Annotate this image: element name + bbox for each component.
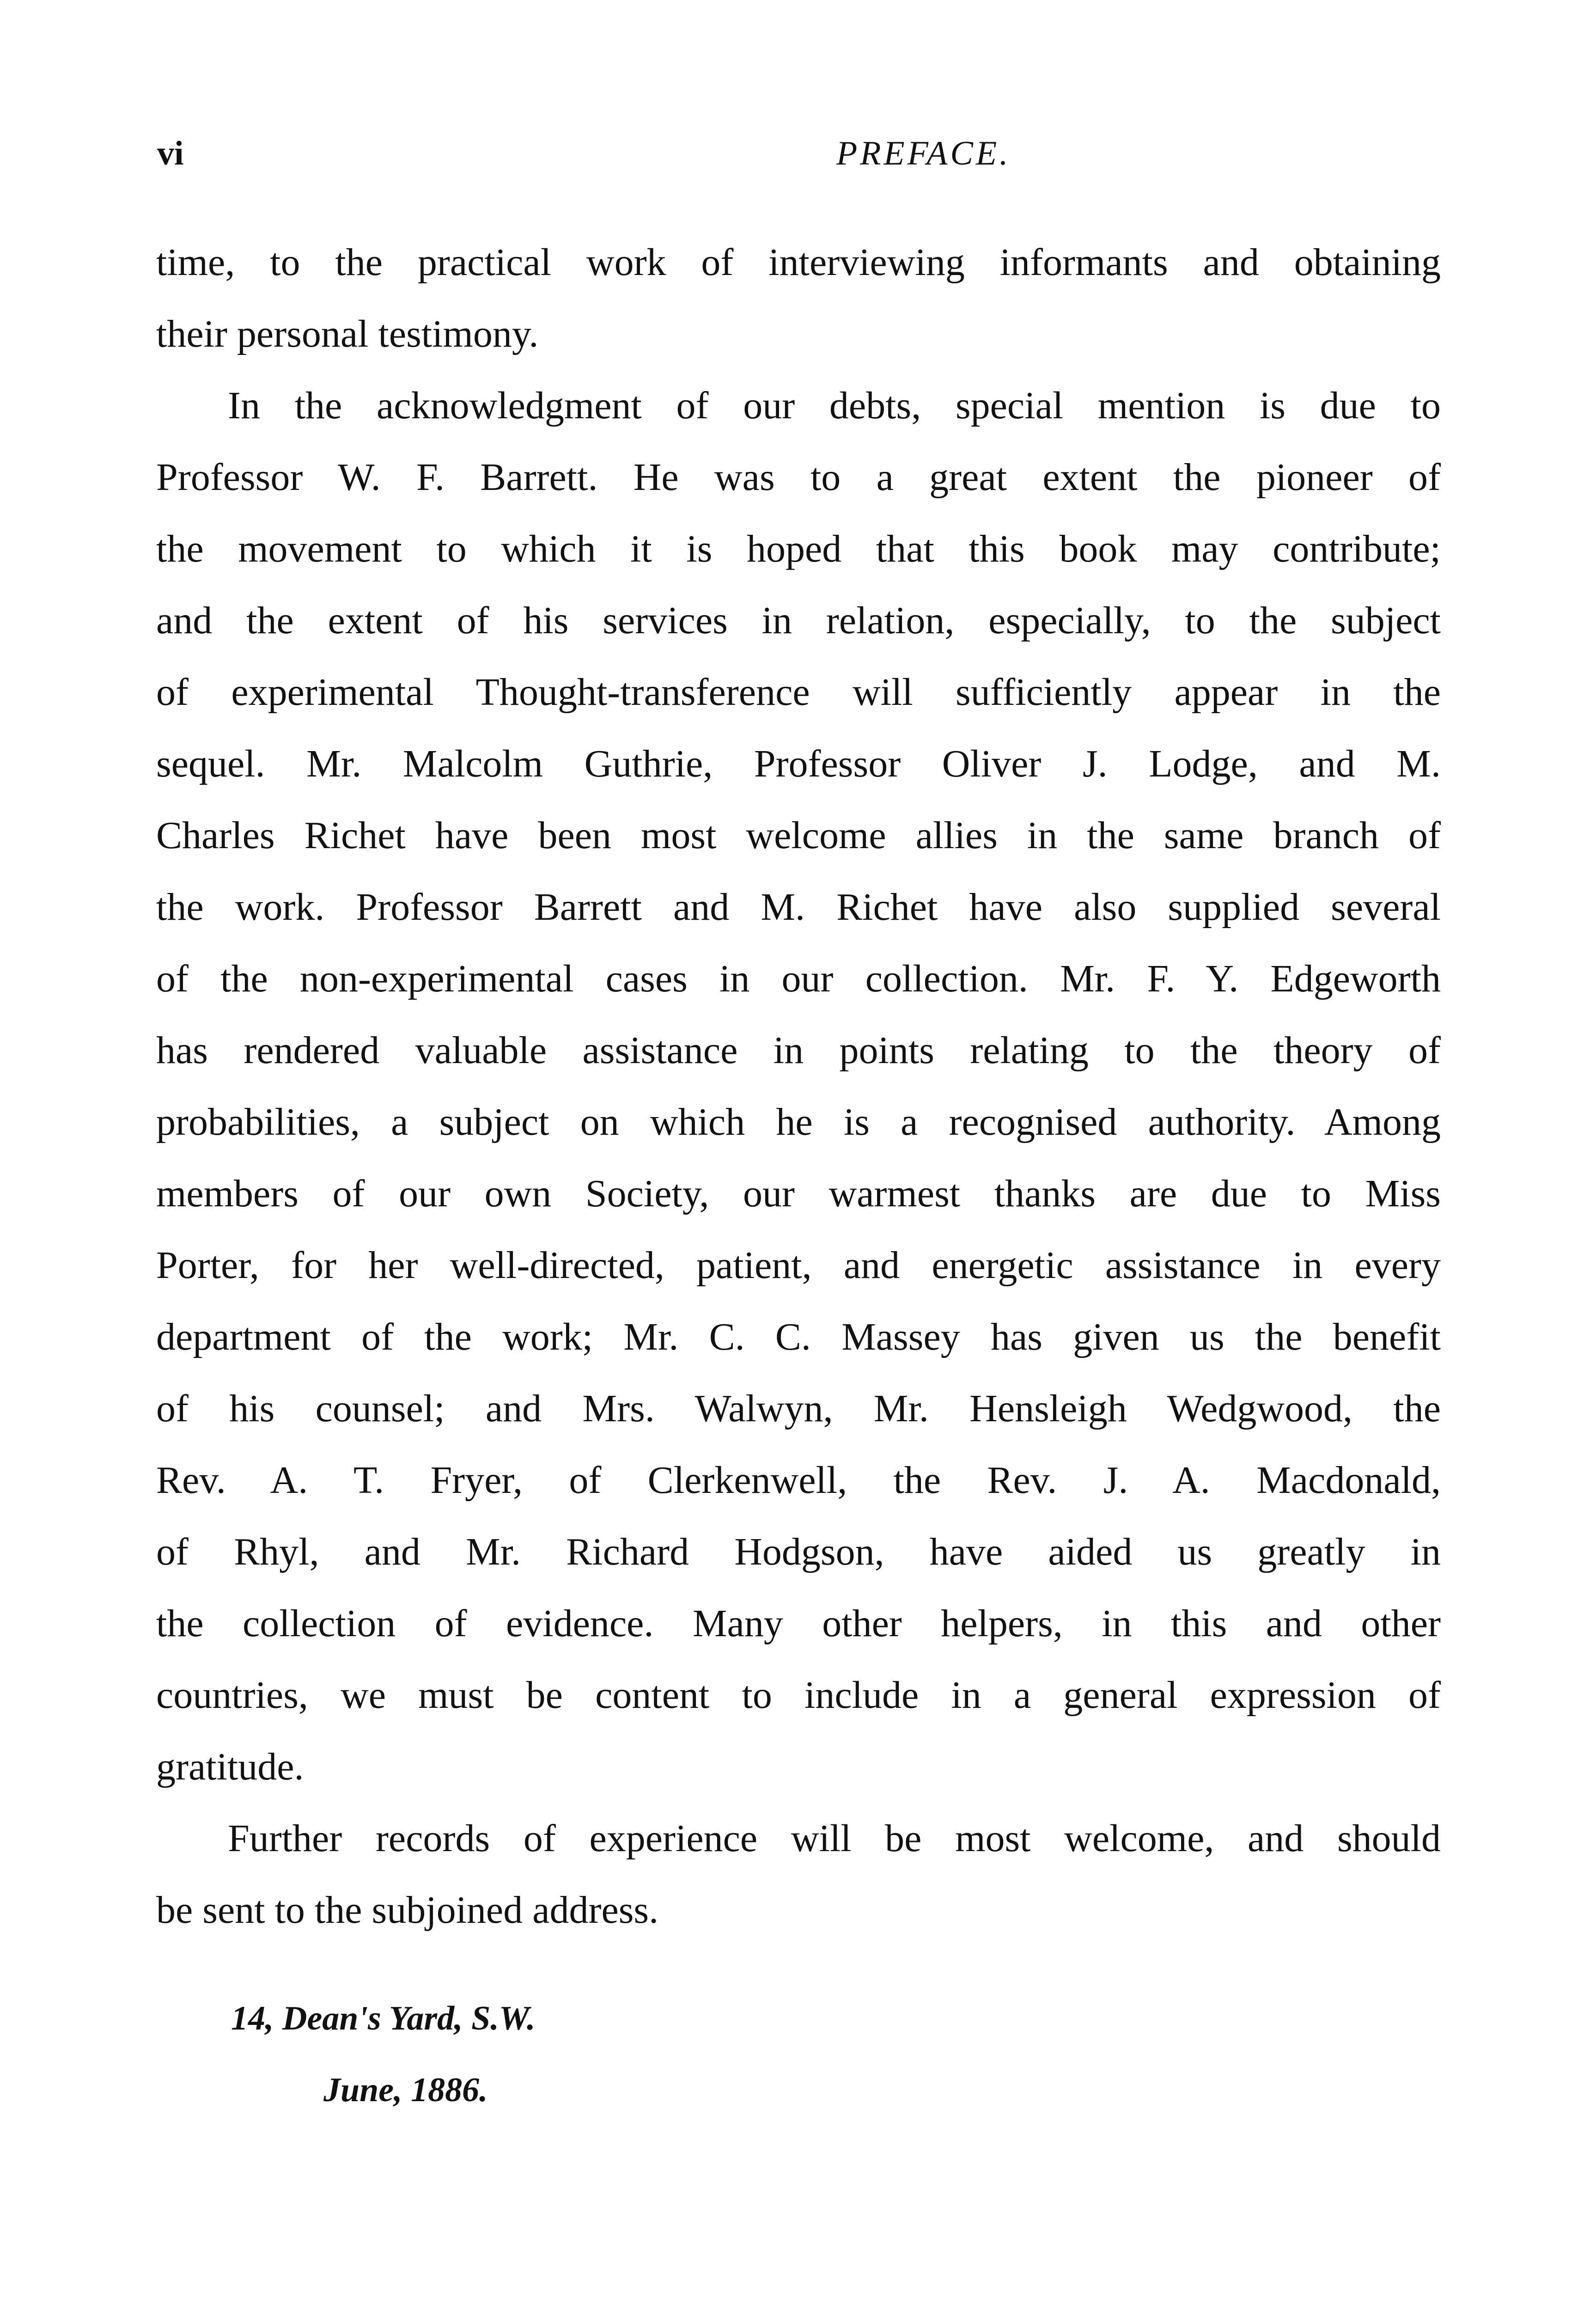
- text-line: Professor W. F. Barrett. He was to a great extent the pioneer of: [156, 456, 1441, 499]
- text-line: the work. Professor Barrett and M. Richet have also supplied several: [156, 886, 1441, 929]
- page-header: [157, 134, 1442, 190]
- text-line: of experimental Thought-transference will sufficiently appear in the: [156, 671, 1441, 714]
- signature-date: June, 1886.: [323, 2071, 488, 2109]
- running-title: PREFACE.: [836, 135, 1011, 172]
- page-number: vi: [157, 135, 184, 172]
- text-line: the movement to which it is hoped that this book may contribute;: [156, 527, 1441, 570]
- signature-address: 14, Dean's Yard, S.W.: [231, 1999, 536, 2037]
- text-line: sequel. Mr. Malcolm Guthrie, Professor Oliver J. Lodge, and M.: [156, 742, 1441, 785]
- text-line: Porter, for her well-directed, patient, and energetic assistance in every: [156, 1244, 1441, 1287]
- text-line: department of the work; Mr. C. C. Massey has given us the benefit: [156, 1315, 1441, 1358]
- text-line: Charles Richet have been most welcome allies in the same branch of: [156, 814, 1441, 857]
- text-line: gratitude.: [156, 1745, 304, 1788]
- text-line: and the extent of his services in relation, especially, to the subject: [156, 599, 1441, 642]
- signature-block: [231, 1983, 878, 2126]
- text-line: their personal testimony.: [156, 312, 539, 355]
- text-line: probabilities, a subject on which he is a recognised authority. Among: [156, 1100, 1441, 1143]
- text-line: countries, we must be content to include in a general expression of: [156, 1674, 1441, 1717]
- body-text: [156, 226, 1441, 1946]
- text-line: Rev. A. T. Fryer, of Clerkenwell, the Rev. J. A. Macdonald,: [156, 1459, 1441, 1502]
- text-line: has rendered valuable assistance in points relating to the theory of: [156, 1029, 1441, 1072]
- text-line: of the non-experimental cases in our collection. Mr. F. Y. Edgeworth: [156, 957, 1441, 1000]
- text-line: be sent to the subjoined address.: [156, 1889, 659, 1932]
- text-line: the collection of evidence. Many other helpers, in this and other: [156, 1602, 1441, 1645]
- text-line: In the acknowledgment of our debts, special mention is due to: [228, 384, 1441, 427]
- text-line: of Rhyl, and Mr. Richard Hodgson, have aided us greatly in: [156, 1530, 1441, 1573]
- text-line: Further records of experience will be most welcome, and should: [228, 1817, 1441, 1860]
- text-line: members of our own Society, our warmest thanks are due to Miss: [156, 1172, 1441, 1215]
- text-line: of his counsel; and Mrs. Walwyn, Mr. Hensleigh Wedgwood, the: [156, 1387, 1441, 1430]
- text-line: time, to the practical work of interviewing informants and obtaining: [156, 241, 1441, 284]
